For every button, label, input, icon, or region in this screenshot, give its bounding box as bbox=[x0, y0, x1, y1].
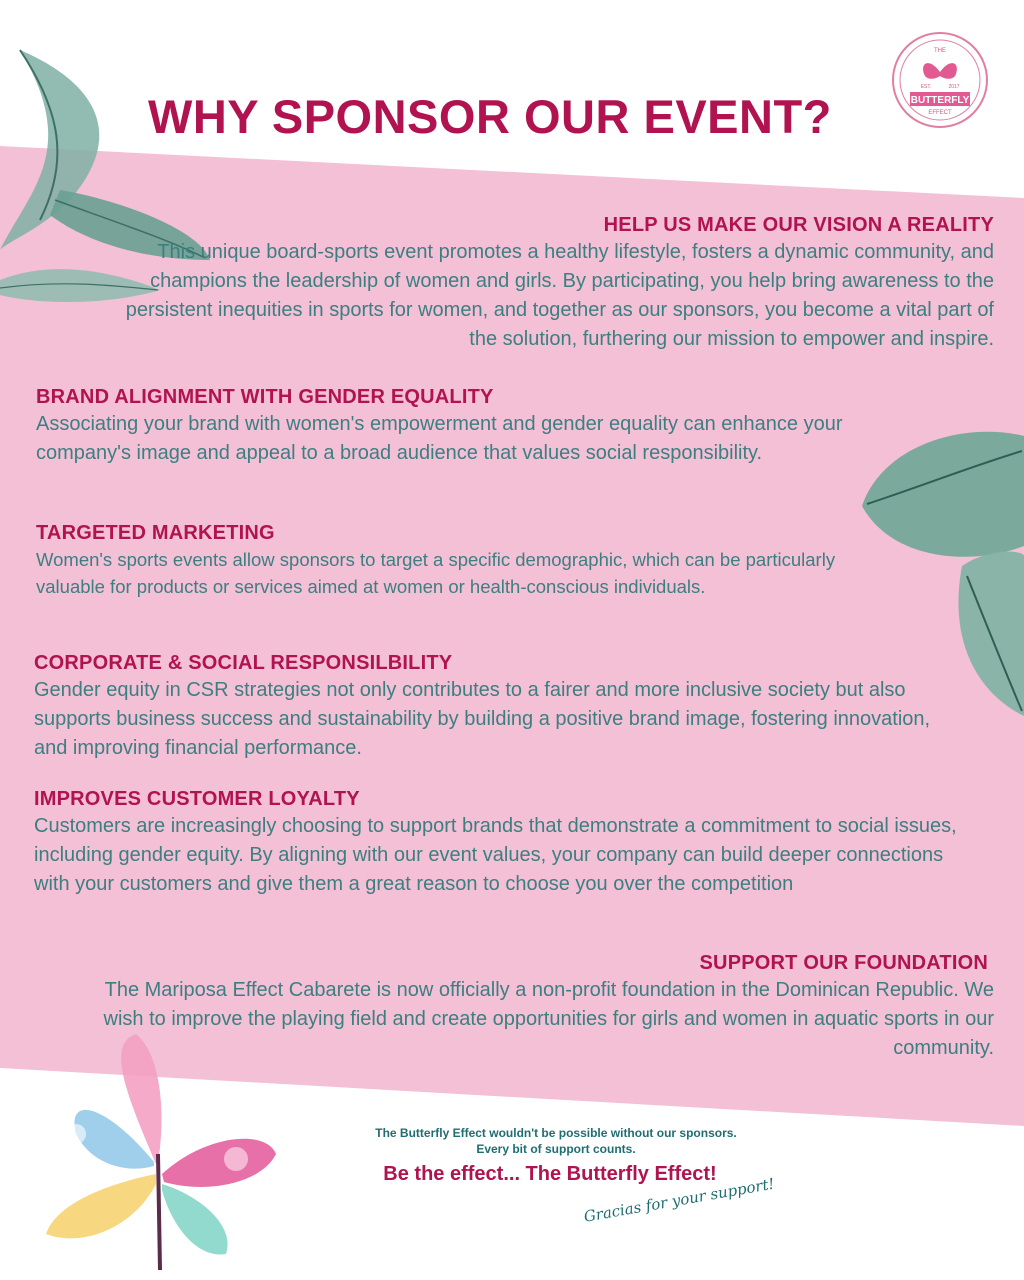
logo-year-text: 2017 bbox=[948, 84, 960, 90]
page-title: WHY SPONSOR OUR EVENT? bbox=[148, 90, 832, 144]
section-body: Customers are increasingly choosing to support brands that demonstrate a commitment to social issues, including gender equity. By aligning with our event values, your company can build deeper connections with your customers and give them a great reason to choose you over the competition bbox=[34, 815, 957, 895]
thank-you-script: Gracias for your support! bbox=[582, 1174, 776, 1226]
section-heading: CORPORATE & SOCIAL RESPONSILBILITY bbox=[34, 652, 453, 674]
section-vision bbox=[110, 212, 994, 354]
section-targeted-marketing bbox=[36, 520, 856, 600]
section-body: Women's sports events allow sponsors to target a specific demographic, which can be particularly valuable for products or services aimed at women or health-conscious individuals. bbox=[36, 549, 836, 597]
logo-name-text: BUTTERFLY bbox=[910, 95, 970, 106]
section-heading: IMPROVES CUSTOMER LOYALTY bbox=[34, 788, 360, 810]
footer-line-1: The Butterfly Effect wouldn't be possible without our sponsors. bbox=[375, 1126, 737, 1140]
logo-badge-icon bbox=[890, 30, 990, 130]
section-heading: SUPPORT OUR FOUNDATION bbox=[699, 952, 988, 974]
call-to-action: Be the effect... The Butterfly Effect! bbox=[383, 1163, 717, 1185]
logo-top-text: THE bbox=[934, 48, 946, 54]
footer-line-2: Every bit of support counts. bbox=[476, 1142, 636, 1156]
section-body: Gender equity in CSR strategies not only contributes to a fairer and more inclusive society but also supports business success and sustainability by building a positive brand image, fostering innovation, and improving financial performance. bbox=[34, 679, 931, 759]
section-body: This unique board-sports event promotes a healthy lifestyle, fosters a dynamic community, and champions the leadership of women and girls. By participating, you help bring awareness to the persistent inequities in sports for women, and together as our sponsors, you become a vital part of the solution, furthering our mission to empower and inspire. bbox=[125, 241, 994, 350]
logo-sub-text: EFFECT bbox=[928, 110, 952, 116]
section-body: The Mariposa Effect Cabarete is now officially a non-profit foundation in the Dominican Republic. We wish to improve the playing field and create opportunities for girls and women in aquatic sports in our community. bbox=[103, 979, 994, 1059]
logo-est-text: EST. bbox=[920, 84, 932, 90]
section-heading: HELP US MAKE OUR VISION A REALITY bbox=[603, 214, 994, 236]
section-heading: BRAND ALIGNMENT WITH GENDER EQUALITY bbox=[36, 386, 494, 408]
butterfly-icon bbox=[36, 1034, 286, 1270]
section-heading: TARGETED MARKETING bbox=[36, 522, 275, 544]
section-brand-alignment bbox=[36, 384, 896, 468]
section-customer-loyalty bbox=[34, 786, 974, 899]
section-body: Associating your brand with women's empowerment and gender equality can enhance your company's image and appeal to a broad audience that values social responsibility. bbox=[36, 413, 843, 464]
section-csr bbox=[34, 650, 964, 763]
